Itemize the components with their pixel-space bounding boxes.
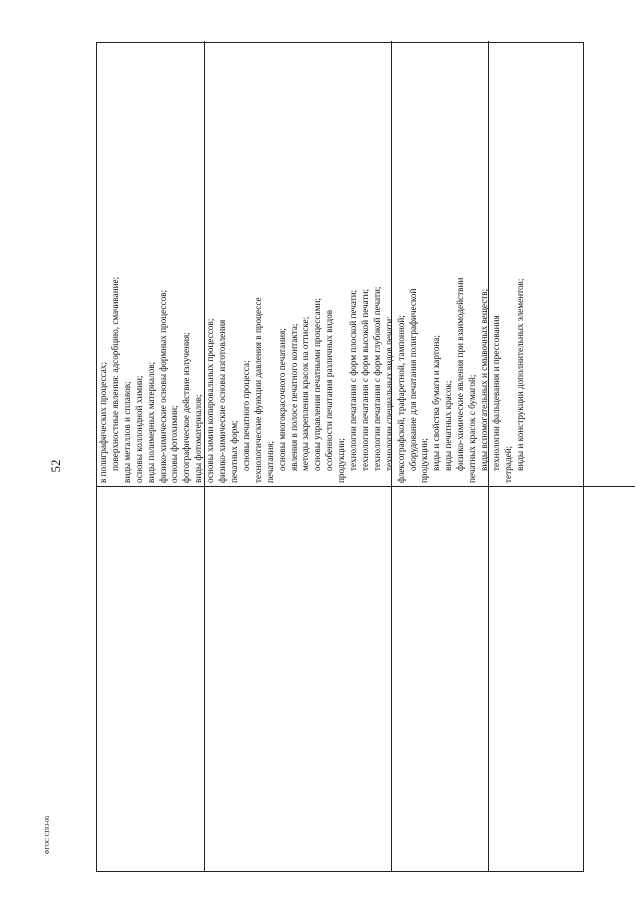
content-line: технологии печатания с форм глубокой печати;: [371, 286, 382, 471]
content-line: виды полимерных материалов;: [145, 361, 156, 483]
content-line: технологические функции давления в процессе: [252, 297, 263, 483]
content-line: продукции;: [419, 438, 430, 483]
content-line: основы коллоидной химии;: [133, 375, 144, 483]
content-line: виды печатных красок;: [443, 380, 454, 471]
content-line: физико-химические явления при взаимодействии: [455, 277, 466, 471]
content-line: технологии специальных видов печати:: [383, 316, 394, 471]
content-line: тетрадей;: [502, 445, 513, 483]
table-cell-competencies-right: [489, 41, 635, 486]
table-cell-hours-max: [205, 486, 392, 871]
content-line: физико-химические основы изготовления: [217, 319, 228, 483]
competency-table: [96, 42, 584, 872]
content-line: виды фотоматериалов;: [193, 394, 204, 483]
table-cell-index: [97, 486, 205, 871]
content-line: в полиграфических процессах;: [98, 362, 108, 483]
table-cell-content: [97, 41, 525, 486]
content-line: основы печатного процесса;: [240, 360, 251, 471]
content-line: основы управления печатными процессами;: [312, 298, 323, 471]
content-line: печатных красок с бумагой;: [467, 374, 478, 483]
content-line: фотографическое действие излучения;: [181, 332, 192, 483]
table-cell-hours-obligatory: [392, 486, 489, 871]
content-line: виды металлов и сплавов;: [121, 381, 132, 483]
content-line: поверхностные явления: адсорбцию, смачивание;: [109, 276, 120, 471]
content-line: виды и конструкции дополнительных элементов;: [514, 278, 525, 471]
content-line: оборудование для печатания полиграфической: [407, 288, 418, 471]
content-line: методы закрепления красок на оттиске;: [300, 316, 311, 471]
page-number: 52: [48, 459, 63, 473]
content-line: продукции;: [336, 438, 347, 483]
table-cell-hours-max-right: [205, 41, 392, 486]
content-line: печатных форм;: [228, 420, 239, 483]
table-cell-hours-obligatory-right: [392, 41, 489, 486]
content-line: явления в полосе печатного контакта;: [288, 323, 299, 471]
content-line: виды и свойства бумаги и картона;: [431, 335, 442, 471]
content-line: основы химии копировальных процессов;: [205, 318, 216, 483]
content-line: технологии печатания с форм плоской печати;: [348, 289, 359, 471]
content-line: флексографской, трафаретной, тампонной;: [395, 315, 406, 483]
content-line: печатания;: [264, 440, 275, 483]
content-line: технологии фальцевания и прессования: [490, 315, 501, 471]
content-line: виды вспомогательных и смывочных веществ;: [479, 288, 489, 471]
content-line: основы многокрасочного печатания;: [276, 328, 287, 471]
content-line: основы фотохимии;: [169, 405, 180, 483]
table-cell-competencies: [489, 486, 635, 871]
footer-document-code: ФГОС СПО-06: [45, 815, 51, 855]
content-line: технологии печатания с форм высокой печати;: [359, 288, 370, 471]
content-line: особенности печатания различных видов: [324, 309, 335, 471]
content-line: физико-химические основы формных процессов;: [157, 289, 168, 483]
